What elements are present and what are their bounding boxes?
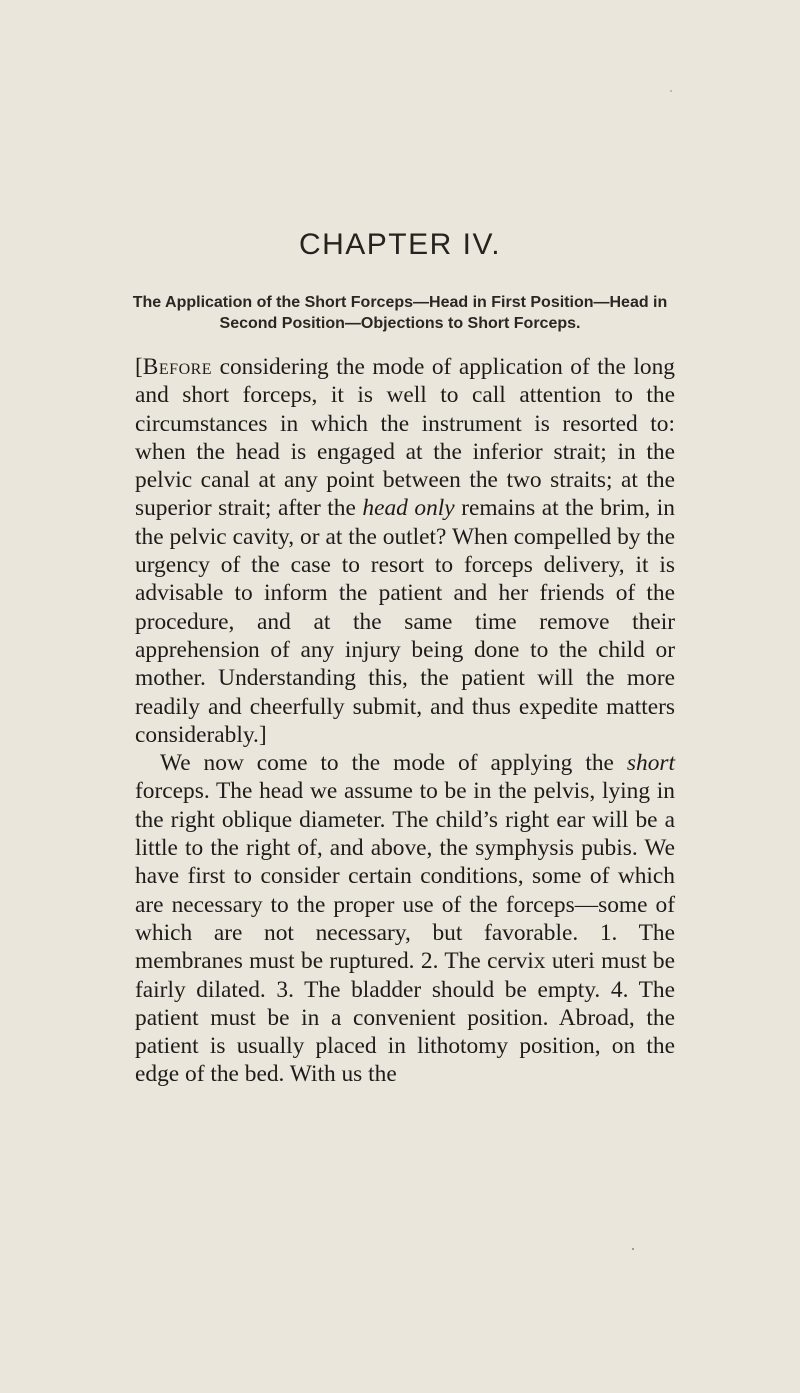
paragraph-2-text-a: We now come to the mode of applying the <box>160 750 627 777</box>
paragraph-1-text-b: remains at the brim, in the pelvic cavity, or at the outlet? When compelled by the urgency of the case to resort to forceps delivery, it is advisable to inform the patient and her friends of the procedure, and at the same time remove their apprehension of any injury being done to the child or mother. Understanding this, the patient will the more readily and cheerfully submit, and thus expedite matters considerably.] <box>135 495 675 748</box>
emphasis-short: short <box>626 750 675 777</box>
emphasis-head-only: head only <box>362 495 455 522</box>
paragraph-1-text-a: considering the mode of application of the long and short forceps, it is well to call attention to the circumstances in which the instrument is resorted to: when the head is engaged at the inferior strait; in the pelvic canal at any point between the two straits; at the superior strait; after the <box>135 354 675 522</box>
paper-speck <box>670 90 672 92</box>
paragraph-2-text-b: forceps. The head we assume to be in the pelvis, lying in the right oblique diameter. The child’s right ear will be a little to the right of, and above, the symphysis pubis. We have first to consider certain conditions, some of which are necessary to the proper use of the forceps—some of which are not necessary, but favorable. 1. The membranes must be ruptured. 2. The cervix uteri must be fairly dilated. 3. The bladder should be empty. 4. The patient must be in a convenient position. Abroad, the patient is usually placed in lithotomy position, on the edge of the bed. With us the <box>135 778 675 1088</box>
paper-speck <box>632 1248 634 1250</box>
chapter-summary: The Application of the Short Forceps—Head in First Position—Head in Second Position—Objections to Short Forceps. <box>132 294 668 332</box>
opening-bracket: [ <box>135 354 143 380</box>
body-text <box>135 353 675 1089</box>
opening-word: Before <box>142 354 213 380</box>
paragraph-1 <box>135 353 675 749</box>
paragraph-2 <box>135 749 675 1089</box>
chapter-title: CHAPTER IV. <box>298 228 502 261</box>
